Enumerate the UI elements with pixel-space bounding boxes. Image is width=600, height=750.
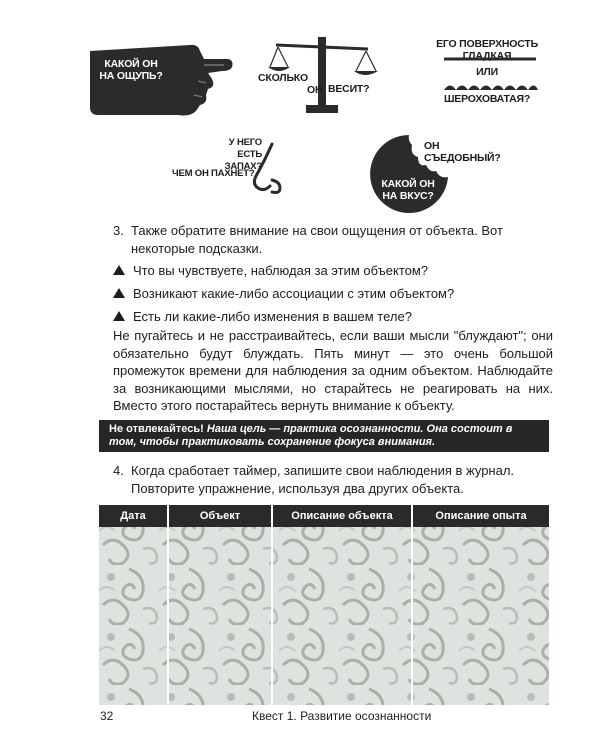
table-cell-object[interactable] <box>169 527 273 705</box>
surface-label-smooth: ЕГО ПОВЕРХНОСТЬ ГЛАДКАЯ <box>436 38 538 62</box>
page-number: 32 <box>100 709 114 723</box>
table-cell-experience-description[interactable] <box>413 527 549 705</box>
column-header-experience-description: Описание опыта <box>435 510 527 522</box>
table-cell-date[interactable] <box>99 527 169 705</box>
triangle-bullet-icon <box>113 288 125 298</box>
column-header-object: Объект <box>169 505 273 527</box>
column-header-object-description: Описание объекта <box>273 505 413 527</box>
surface-label-or: ИЛИ <box>476 66 498 78</box>
table-cell-object-description[interactable] <box>273 527 413 705</box>
callout-banner <box>99 420 549 452</box>
observation-table <box>99 505 549 705</box>
weight-label-part1: СКОЛЬКО <box>258 72 308 84</box>
weight-label-part3: ВЕСИТ? <box>328 83 370 95</box>
banner-text: Наша цель — практика осознанности. Она состоит в том, чтобы практиковать сохранение фокуса внимания. <box>109 423 513 448</box>
smell-label-1: У НЕГО ЕСТЬ ЗАПАХ? <box>224 137 262 172</box>
banner-lead: Не отвлекайтесь! <box>109 423 204 435</box>
item-number: 4. <box>113 463 124 478</box>
smell-label-2: ЧЕМ ОН ПАХНЕТ? <box>172 168 255 179</box>
touch-label: КАКОЙ ОН НА ОЩУПЬ? <box>99 58 163 82</box>
item-number: 3. <box>113 223 124 238</box>
surface-label-rough: ШЕРОХОВАТАЯ? <box>443 93 531 105</box>
bullet-text: Возникают какие-либо ассоциации с этим объектом? <box>133 286 455 301</box>
item-text: Когда сработает таймер, запишите свои наблюдения в журнал. Повторите упражнение, используя два других объекта. <box>131 463 515 496</box>
body-paragraph: Не пугайтесь и не расстраивайтесь, если ваши мысли "блуждают"; они обязательно будут блуждать. Пять минут — это очень большой промежуток времени для наблюдения за одним объектом. Наблюдайте за возникающими мыслями, но старайтесь не реагировать на них. Вместо этого постарайтесь вернуть внимание к объекту. <box>113 328 553 413</box>
column-header-date: Дата <box>99 505 169 527</box>
triangle-bullet-icon <box>113 265 125 275</box>
bullet-item <box>113 262 553 280</box>
weight-label-part2: ОН <box>307 84 323 96</box>
item-text: Также обратите внимание на свои ощущения от объекта. Вот некоторые подсказки. <box>131 223 503 256</box>
bullet-text: Есть ли какие-либо изменения в вашем теле? <box>133 309 412 324</box>
triangle-bullet-icon <box>113 311 125 321</box>
taste-label-flavor: КАКОЙ ОН НА ВКУС? <box>381 178 435 202</box>
nose-icon <box>250 140 290 202</box>
list-item-4 <box>113 462 553 497</box>
rough-line-icon <box>440 81 540 91</box>
bullet-text: Что вы чувствуете, наблюдая за этим объектом? <box>133 263 429 278</box>
list-item-3 <box>113 222 553 257</box>
table-header-row <box>99 505 549 527</box>
table-body <box>99 527 549 705</box>
smooth-line-icon <box>440 54 540 64</box>
chapter-title: Квест 1. Развитие осознанности <box>252 709 432 723</box>
bullet-item <box>113 308 553 326</box>
taste-label-edible: ОН СЪЕДОБНЫЙ? <box>424 140 501 164</box>
bullet-item <box>113 285 553 303</box>
